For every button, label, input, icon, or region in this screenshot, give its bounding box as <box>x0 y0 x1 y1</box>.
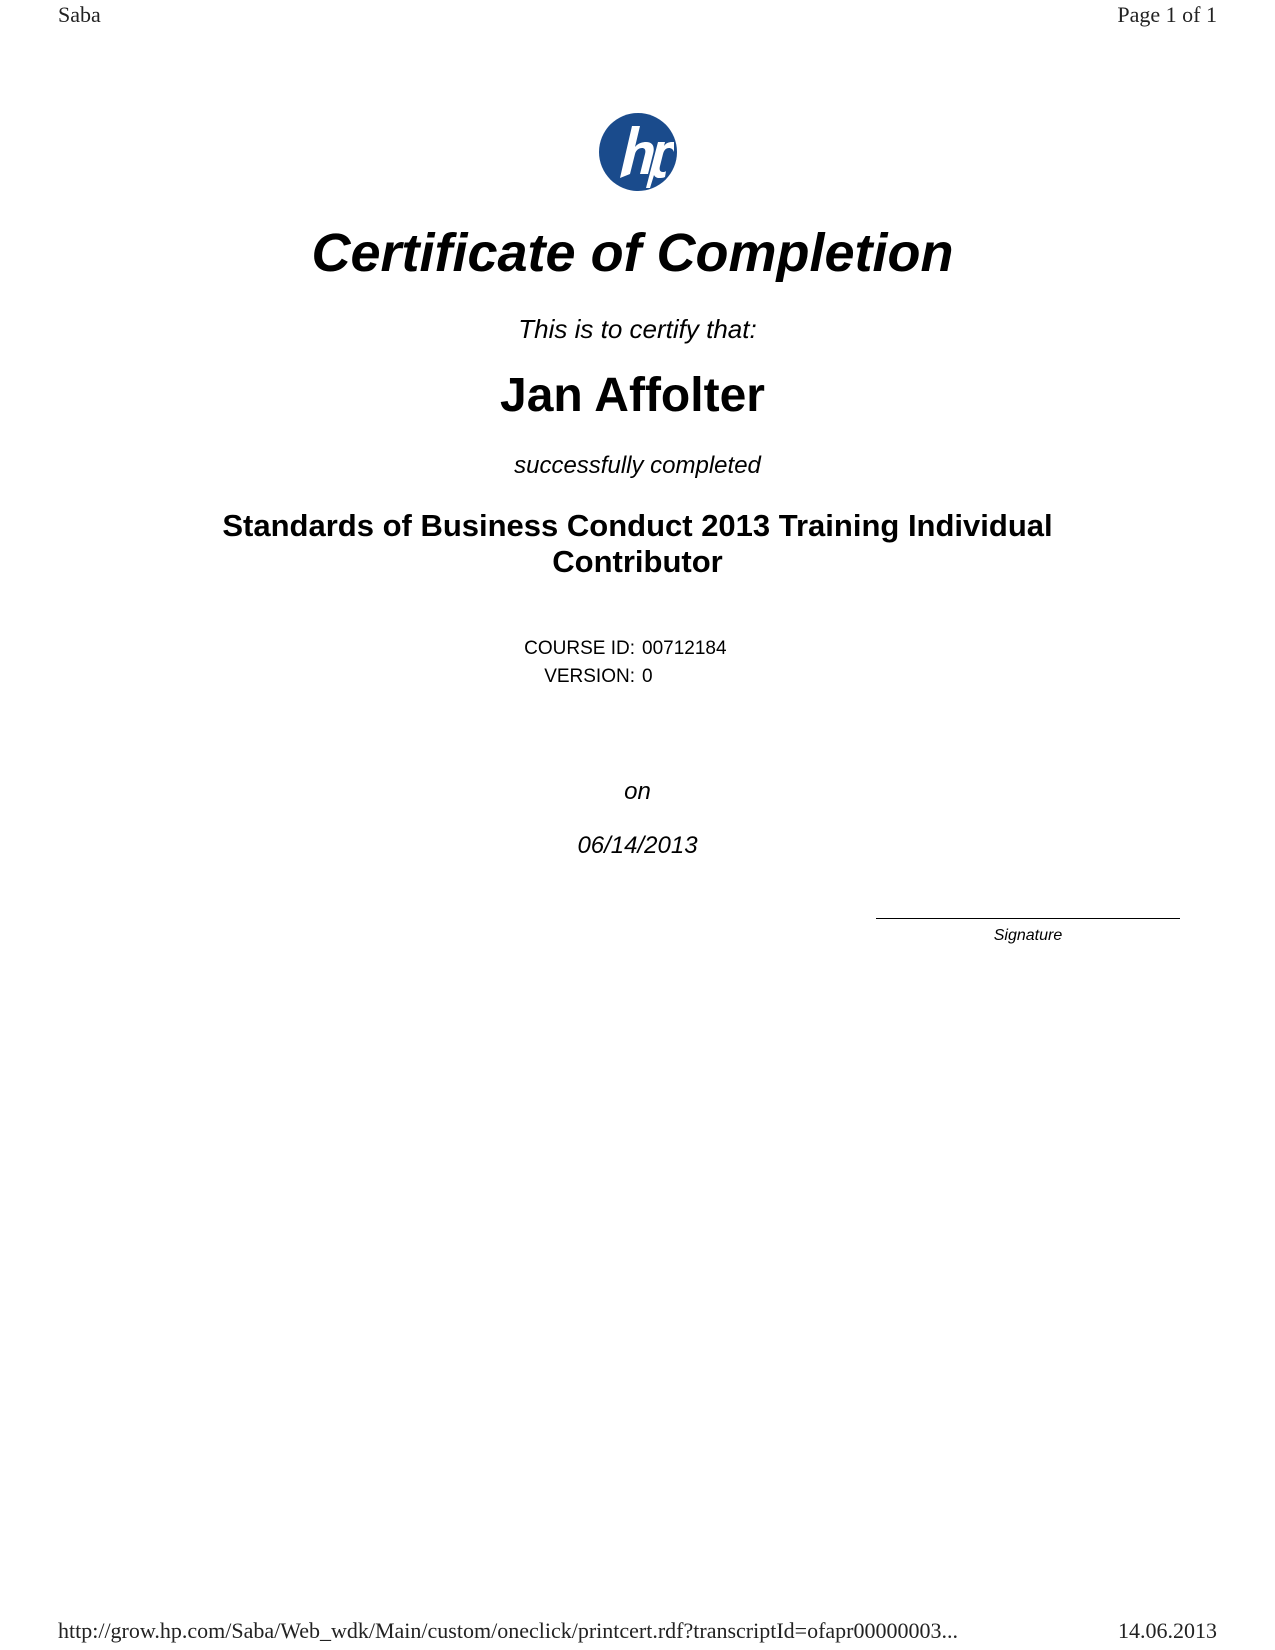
version-row <box>0 666 1275 694</box>
on-text: on <box>624 778 651 805</box>
version-label: VERSION: <box>544 666 635 687</box>
course-name-line-2: Contributor <box>552 544 723 579</box>
print-header-page-number: Page 1 of 1 <box>1117 2 1217 27</box>
certify-text: This is to certify that: <box>518 314 757 344</box>
course-id-value: 00712184 <box>642 638 727 659</box>
course-id-row <box>0 638 1275 666</box>
version-value: 0 <box>642 666 653 687</box>
recipient-name: Jan Affolter <box>500 369 765 422</box>
completed-text: successfully completed <box>514 452 761 479</box>
hp-logo-icon <box>598 112 678 192</box>
print-header-left: Saba <box>58 2 101 27</box>
signature-block <box>876 918 1180 945</box>
completion-date: 06/14/2013 <box>577 832 698 859</box>
course-name-line-1: Standards of Business Conduct 2013 Training Individual <box>222 508 1053 543</box>
signature-line <box>876 918 1180 919</box>
signature-label: Signature <box>993 927 1063 944</box>
certificate-title: Certificate of Completion <box>311 223 954 283</box>
print-footer-date: 14.06.2013 <box>1118 1618 1217 1643</box>
course-id-label: COURSE ID: <box>524 638 635 659</box>
print-footer-url: http://grow.hp.com/Saba/Web_wdk/Main/custom/oneclick/printcert.rdf?transcriptId=ofapr00000003... <box>58 1618 958 1643</box>
course-name <box>0 508 1275 580</box>
